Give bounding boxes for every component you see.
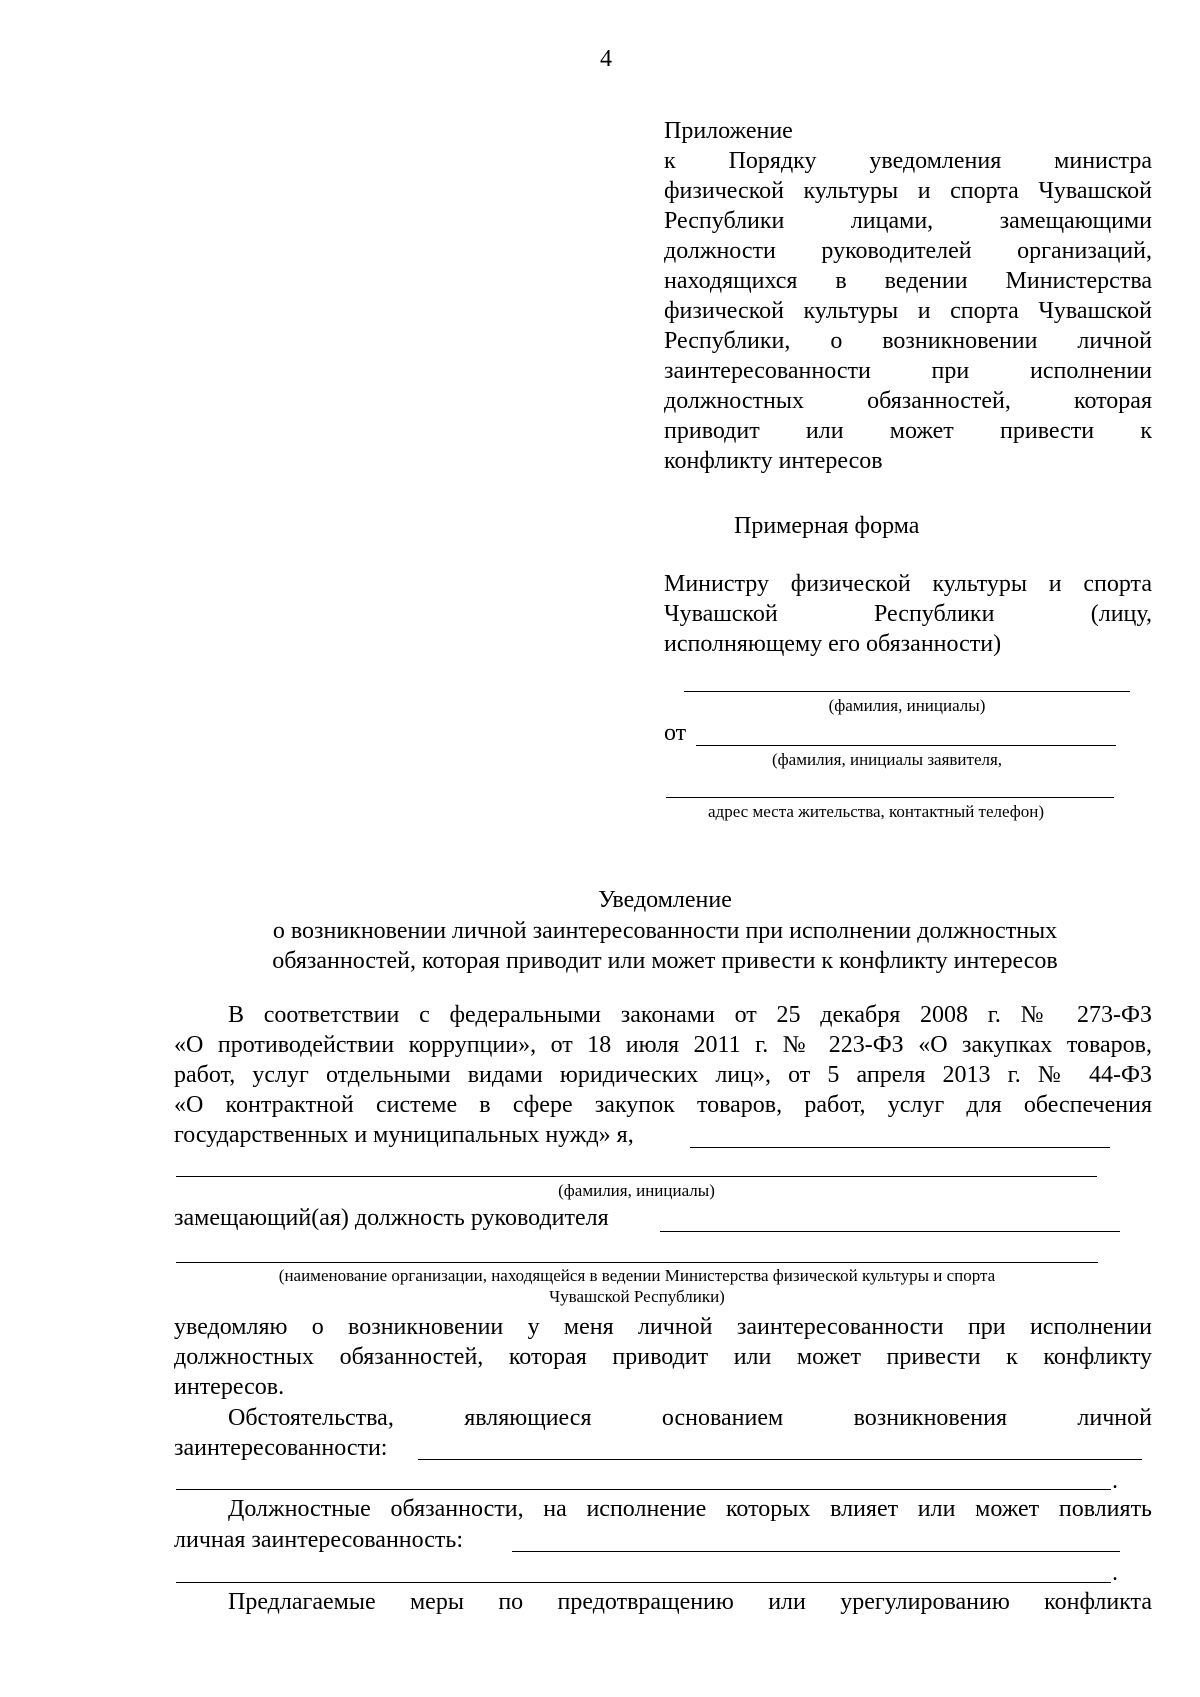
paragraph-laws-last: государственных и муниципальных нужд» я, <box>174 1122 634 1148</box>
appendix-text <box>664 146 1152 446</box>
notify-line-3: интересов. <box>174 1374 285 1400</box>
circumstances-line-b[interactable] <box>176 1489 1111 1490</box>
applicant-line[interactable] <box>696 745 1116 746</box>
circumstances-label: заинтересованности: <box>174 1435 388 1461</box>
position-label: замещающий(ая) должность руководителя <box>174 1205 609 1231</box>
page-number: 4 <box>600 46 612 72</box>
sample-form-label: Примерная форма <box>734 513 920 539</box>
addressee-block <box>664 569 1152 659</box>
appendix-title: Приложение <box>664 118 793 144</box>
appendix-line: находящихся в ведении Министерства <box>664 268 1152 294</box>
fio-line-2[interactable] <box>176 1176 1097 1177</box>
notify-line-2: должностных обязанностей, которая приводит или может привести к конфликту <box>174 1344 1152 1370</box>
notify-line-1: уведомляю о возникновении у меня личной заинтересованности при исполнении <box>174 1314 1152 1340</box>
appendix-line: Республики лицами, замещающими <box>664 208 1152 234</box>
paragraph-laws <box>174 1000 1152 1120</box>
appendix-line: должностных обязанностей, которая <box>664 388 1152 414</box>
appendix-line: должности руководителей организаций, <box>664 238 1152 264</box>
duties-line-b[interactable] <box>176 1582 1111 1583</box>
measures-line-1: Предлагаемые меры по предотвращению или урегулированию конфликта <box>228 1589 1152 1615</box>
caption-organization-1: (наименование организации, находящейся в ведении Министерства физической культуры и спорта <box>278 1266 996 1285</box>
caption-fio: (фамилия, инициалы) <box>558 1181 715 1200</box>
fio-line-1[interactable] <box>690 1147 1110 1148</box>
organization-line[interactable] <box>176 1262 1098 1263</box>
appendix-line: к Порядку уведомления министра <box>664 148 1152 174</box>
laws-line: «О контрактной системе в сфере закупок товаров, работ, услуг для обеспечения <box>174 1092 1152 1118</box>
address-line[interactable] <box>666 797 1114 798</box>
caption-organization-2: Чувашской Республики) <box>549 1287 725 1306</box>
appendix-line: Республики, о возникновении личной <box>664 328 1152 354</box>
appendix-last-line: конфликту интересов <box>664 448 883 474</box>
appendix-line: физической культуры и спорта Чувашской <box>664 298 1152 324</box>
caption-address: адрес места жительства, контактный телефон) <box>708 802 1045 821</box>
position-line[interactable] <box>660 1231 1120 1232</box>
duties-line-a[interactable] <box>512 1551 1120 1552</box>
caption-applicant: (фамилия, инициалы заявителя, <box>772 750 1003 769</box>
duties-line-1: Должностные обязанности, на исполнение которых влияет или может повлиять <box>228 1496 1152 1522</box>
notice-subtitle-2: обязанностей, которая приводит или может привести к конфликту интересов <box>272 948 1058 974</box>
laws-line: «О противодействии коррупции», от 18 июля 2011 г. № 223-ФЗ «О закупках товаров, <box>174 1032 1152 1058</box>
notice-subtitle-1: о возникновении личной заинтересованности при исполнении должностных <box>272 918 1058 944</box>
appendix-block <box>664 116 1152 476</box>
appendix-line: физической культуры и спорта Чувашской <box>664 178 1152 204</box>
appendix-line: заинтересованности при исполнении <box>664 358 1152 384</box>
paragraph-notify <box>174 1312 1152 1402</box>
laws-line: В соответствии с федеральными законами от 25 декабря 2008 г. № 273-ФЗ <box>228 1002 1152 1028</box>
duties-label: личная заинтересованность: <box>174 1527 463 1553</box>
duties-period: . <box>1112 1560 1118 1586</box>
circumstances-line-1: Обстоятельства, являющиеся основанием возникновения личной <box>228 1405 1152 1431</box>
from-label: от <box>664 720 687 746</box>
addressee-line-2: Чувашской Республики (лицу, <box>664 601 1152 627</box>
caption-name: (фамилия, инициалы) <box>828 696 986 715</box>
circumstances-period: . <box>1112 1468 1118 1494</box>
notice-title: Уведомление <box>598 887 732 913</box>
addressee-name-line[interactable] <box>684 691 1130 692</box>
addressee-line-3: исполняющему его обязанности) <box>664 631 1002 657</box>
addressee-line-1: Министру физической культуры и спорта <box>664 571 1152 597</box>
laws-line: работ, услуг отдельными видами юридических лиц», от 5 апреля 2013 г. № 44-ФЗ <box>174 1062 1152 1088</box>
appendix-line: приводит или может привести к <box>664 418 1152 444</box>
circumstances-line-a[interactable] <box>418 1459 1142 1460</box>
